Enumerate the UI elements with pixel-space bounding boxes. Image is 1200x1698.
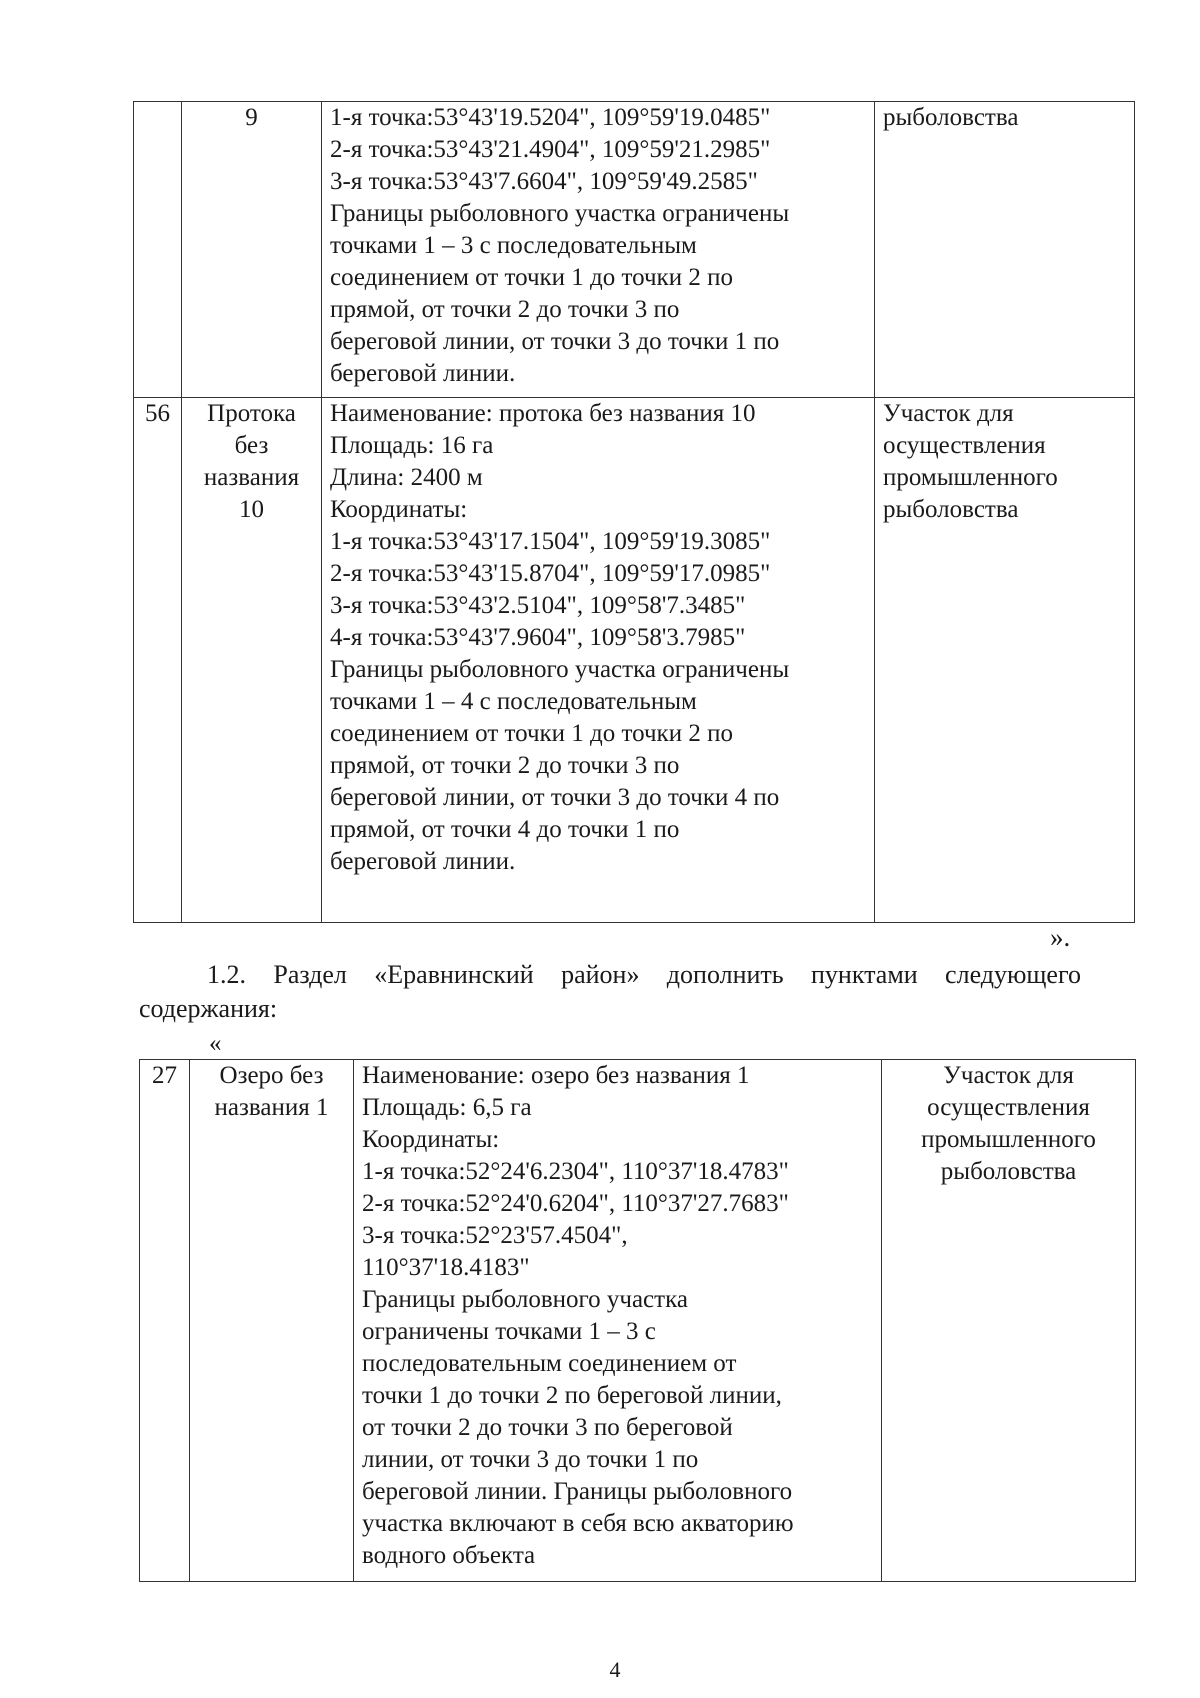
row-description-cell: 1-я точка:53°43'19.5204", 109°59'19.0485" 2-я точка:53°43'21.4904", 109°59'21.2985" 3-я точка:53°43'7.6604", 109°59'49.2585" Границы рыболовного участка ограничены точками 1 – 3 с последовательным соединением от точки 1 до точки 2 по прямой, от точки 2 до точки 3 по береговой линии, от точки 3 до точки 1 по береговой линии.: [322, 102, 875, 398]
fishing-areas-table-new: [139, 1059, 1136, 1582]
row-name-cell: Озеро без названия 1: [190, 1060, 354, 1582]
paragraph-line: содержания:: [139, 994, 278, 1023]
row-name-cell: 9: [182, 102, 322, 398]
fishing-areas-table-continued: [133, 101, 1135, 923]
paragraph-line: 1.2. Раздел «Еравнинский район» дополнить пунктами следующего: [207, 960, 1081, 989]
page-number: 4: [609, 1657, 621, 1682]
opening-quote: «: [209, 1030, 222, 1057]
row-purpose-cell: Участок для осуществления промышленного рыболовства: [875, 398, 1135, 923]
closing-quote: ».: [1050, 922, 1071, 952]
table-row: [140, 1060, 1136, 1582]
table-row: [134, 398, 1135, 923]
row-description-cell: Наименование: озеро без названия 1 Площадь: 6,5 га Координаты: 1-я точка:52°24'6.2304", 110°37'18.4783" 2-я точка:52°24'0.6204", 110°37'27.7683" 3-я точка:52°23'57.4504", 110°37'18.4183" Границы рыболовного участка ограничены точками 1 – 3 с последовательным соединением от точки 1 до точки 2 по береговой линии, от точки 2 до точки 3 по береговой линии, от точки 3 до точки 1 по береговой линии. Границы рыболовного участка включают в себя всю акваторию водного объекта: [354, 1060, 882, 1582]
row-number-cell: [134, 102, 182, 398]
row-number-cell: 27: [140, 1060, 190, 1582]
row-name-cell: Протока без названия 10: [182, 398, 322, 923]
row-number-cell: 56: [134, 398, 182, 923]
amendment-paragraph: [139, 958, 1081, 1026]
row-purpose-cell: рыболовства: [875, 102, 1135, 398]
row-purpose-cell: Участок для осуществления промышленного рыболовства: [882, 1060, 1136, 1582]
table-row: [134, 102, 1135, 398]
row-description-cell: Наименование: протока без названия 10 Площадь: 16 га Длина: 2400 м Координаты: 1-я точка:53°43'17.1504", 109°59'19.3085" 2-я точка:53°43'15.8704", 109°59'17.0985" 3-я точка:53°43'2.5104", 109°58'7.3485" 4-я точка:53°43'7.9604", 109°58'3.7985" Границы рыболовного участка ограничены точками 1 – 4 с последовательным соединением от точки 1 до точки 2 по прямой, от точки 2 до точки 3 по береговой линии, от точки 3 до точки 4 по прямой, от точки 4 до точки 1 по береговой линии.: [322, 398, 875, 923]
